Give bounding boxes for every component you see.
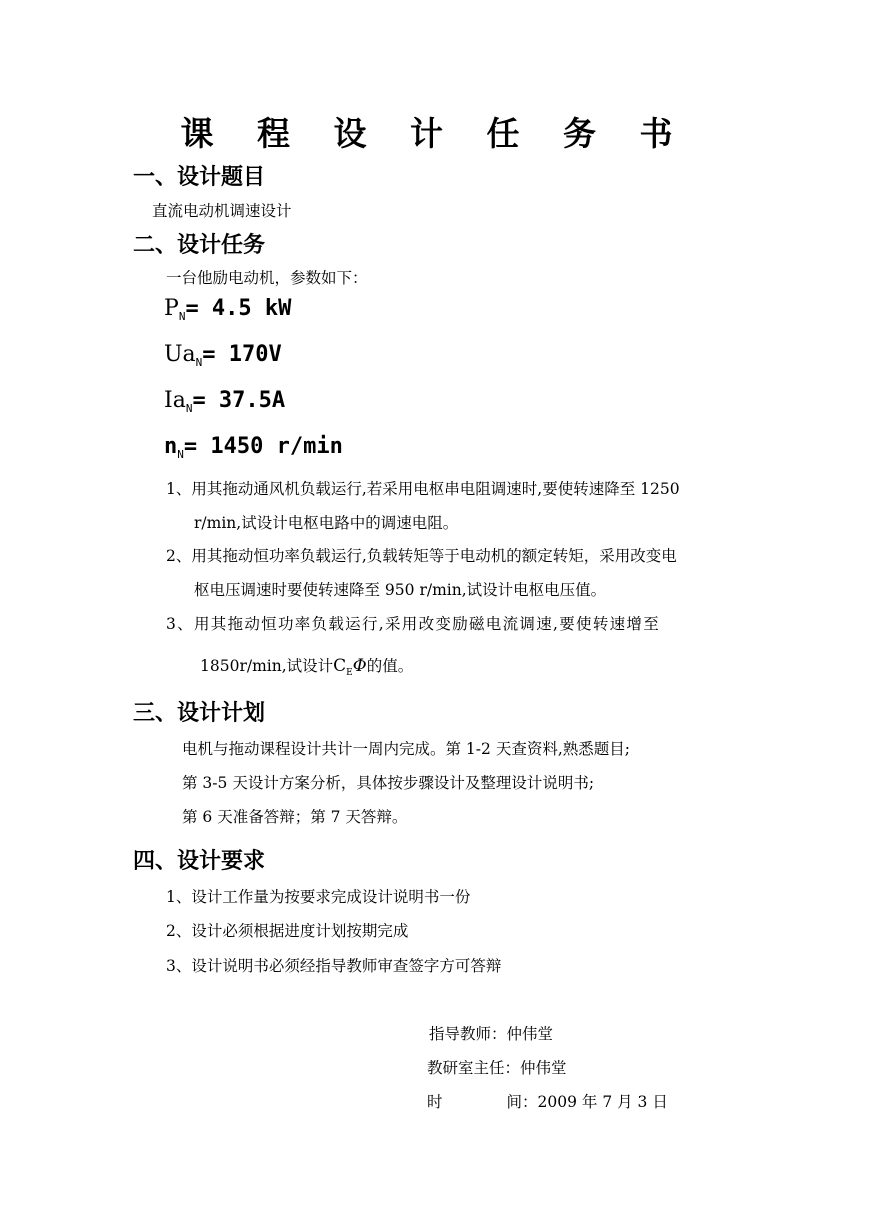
task-3-line-1: 3、用其拖动恒功率负载运行,采用改变励磁电流调速,要使转速增至 <box>166 615 661 633</box>
param-subscript: N <box>177 448 184 461</box>
advisor-signature: 指导教师：仲伟堂 <box>429 1025 554 1043</box>
param-subscript: N <box>185 402 193 415</box>
param-value: = 1450 r/min <box>183 434 343 459</box>
date-line <box>427 1090 668 1112</box>
param-value: = 37.5A <box>192 388 286 413</box>
ce-symbol: C <box>333 656 347 676</box>
param-rated-speed <box>164 434 343 461</box>
task-3-text: 1850r/min,试设计 <box>200 657 334 675</box>
section-4-heading: 四、设计要求 <box>133 849 266 874</box>
ce-subscript: E <box>346 668 353 678</box>
param-rated-power <box>164 296 291 323</box>
param-armature-voltage <box>164 342 282 369</box>
director-signature: 教研室主任：仲伟堂 <box>427 1059 567 1077</box>
param-symbol: P <box>164 296 179 321</box>
phi-symbol: Φ <box>352 656 367 676</box>
task-2-line-1: 2、用其拖动恒功率负载运行,负载转矩等于电动机的额定转矩，采用改变电 <box>166 547 677 565</box>
param-subscript: N <box>178 310 186 323</box>
task-1-line-2: r/min,试设计电枢电路中的调速电阻。 <box>194 514 459 532</box>
plan-line-3: 第 6 天准备答辩；第 7 天答辩。 <box>182 808 408 826</box>
task-2-line-2: 枢电压调速时要使转速降至 950 r/min,试设计电枢电压值。 <box>194 581 607 599</box>
param-value: = 4.5 kW <box>185 296 292 321</box>
date-label-start: 时 <box>427 1093 443 1111</box>
param-symbol: n <box>164 434 178 459</box>
param-symbol: Ua <box>164 342 196 367</box>
task-3-text-end: 的值。 <box>366 657 414 675</box>
plan-line-1: 电机与拖动课程设计共计一周内完成。第 1-2 天查资料,熟悉题目; <box>182 740 630 758</box>
section-3-heading: 三、设计计划 <box>133 701 266 726</box>
requirement-1: 1、设计工作量为按要求完成设计说明书一份 <box>166 888 471 906</box>
section-2-heading: 二、设计任务 <box>133 233 266 258</box>
requirement-3: 3、设计说明书必须经指导教师审查签字方可答辩 <box>166 957 502 975</box>
motor-intro: 一台他励电动机，参数如下： <box>166 269 368 287</box>
requirement-2: 2、设计必须根据进度计划按期完成 <box>166 922 409 940</box>
section-1-heading: 一、设计题目 <box>133 165 266 190</box>
task-3-line-2 <box>200 654 413 678</box>
task-1-line-1: 1、用其拖动通风机负载运行,若采用电枢串电阻调速时,要使转速降至 1250 <box>166 480 680 498</box>
document-title: 课 程 设 计 任 务 书 <box>180 114 689 153</box>
date-value: 间：2009 年 7 月 3 日 <box>506 1093 668 1111</box>
param-value: = 170V <box>202 342 282 367</box>
param-symbol: Ia <box>164 388 186 413</box>
param-subscript: N <box>195 356 203 369</box>
design-topic: 直流电动机调速设计 <box>152 202 292 220</box>
plan-line-2: 第 3-5 天设计方案分析，具体按步骤设计及整理设计说明书; <box>182 774 595 792</box>
param-armature-current <box>164 388 285 415</box>
